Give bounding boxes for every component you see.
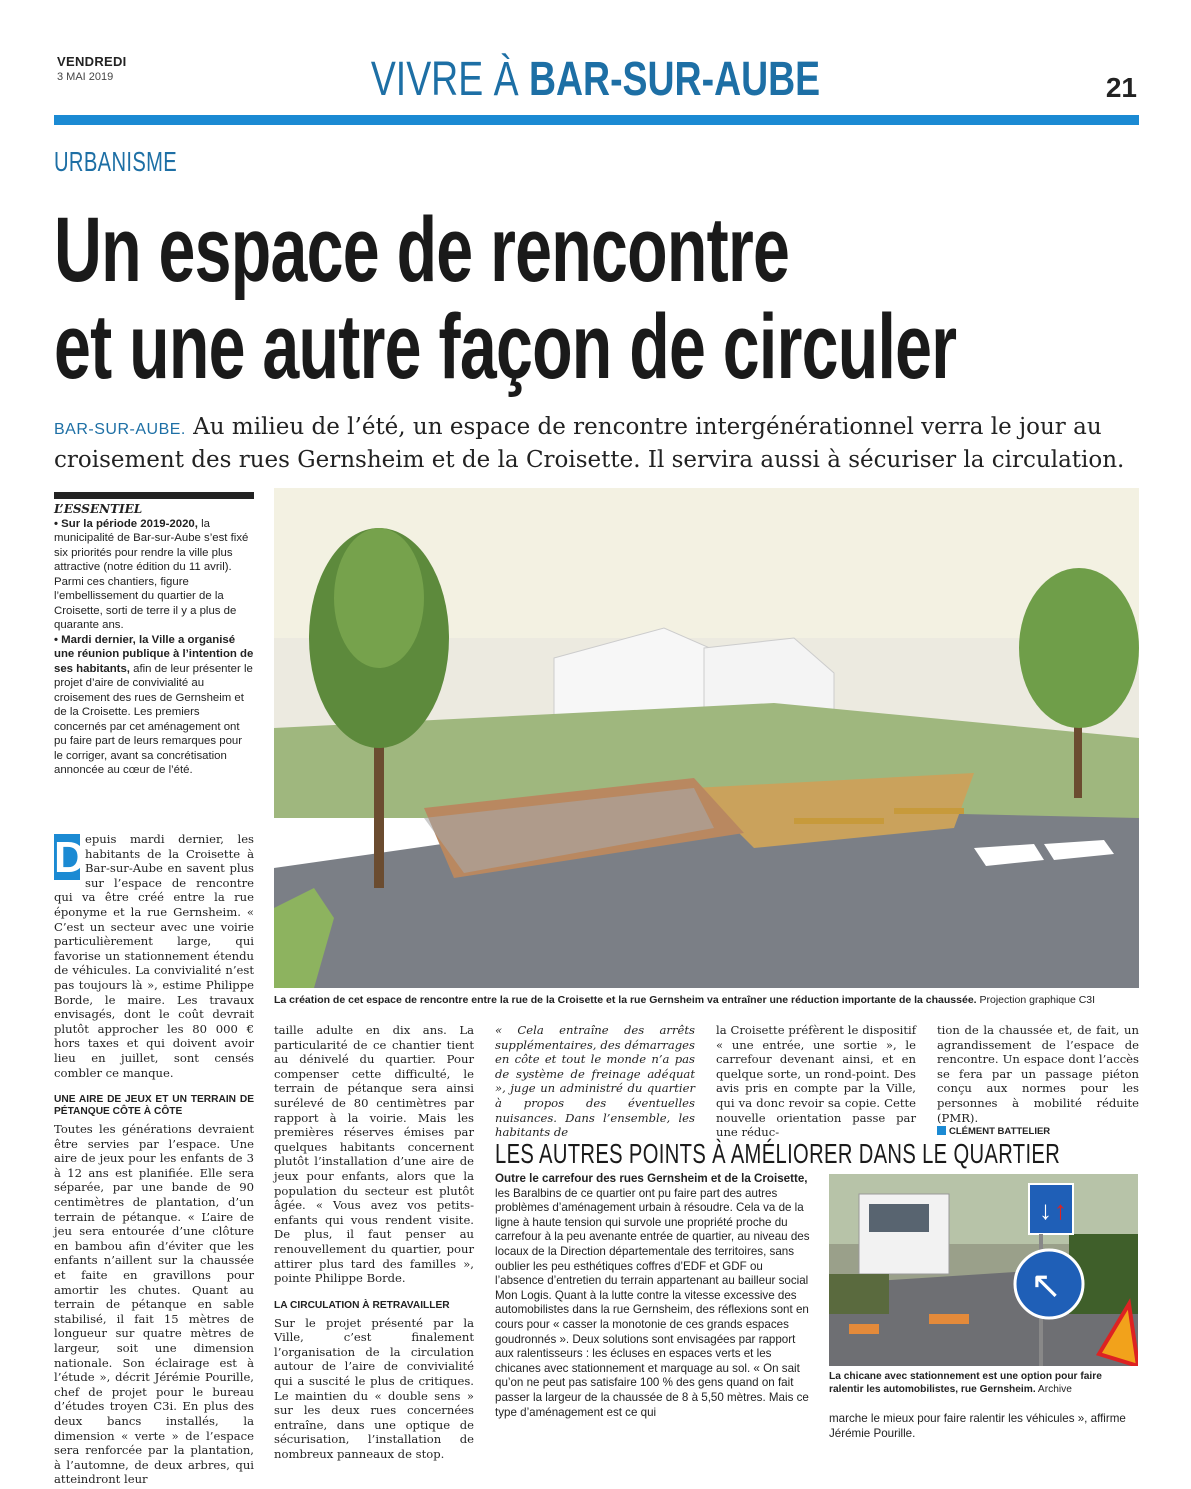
headline-line-2: et une autre façon de circuler: [54, 296, 957, 398]
svg-text:↓: ↓: [1039, 1195, 1052, 1225]
photo-credit: Projection graphique C3I: [976, 994, 1096, 1006]
column-5-paragraph-1: tion de la chaussée et, de fait, un agrandissement de l’espace de rencontre. Un espace dont l’accès se fera par un passage piéton conçu aux normes pour les personnes à mobilité réduite (PMR).: [937, 1023, 1139, 1125]
essentiel-title: L’ESSENTIEL: [54, 502, 143, 516]
photo-caption: [274, 994, 1139, 1006]
project-rendering-image: [274, 488, 1139, 988]
chicane-photo-svg: [829, 1174, 1138, 1366]
body-column-3: [495, 1023, 695, 1140]
column-4-paragraph-1: la Croisette préfèrent le dispositif « une entrée, une sortie », le carrefour devenant ainsi, et en quelque sorte, un rond-point. Des avis pris en compte par la Ville, qui va donc revoir sa copie. Cette nouvelle orientation passe par une réduc-: [716, 1023, 916, 1140]
box-photo-caption-text: La chicane avec stationnement est une option pour faire ralentir les automobilistes, rue Gernsheim.: [829, 1371, 1102, 1395]
box-lead: Outre le carrefour des rues Gernsheim et de la Croisette,: [495, 1172, 808, 1185]
header-rule: [54, 115, 1139, 125]
section-title: [131, 50, 1060, 110]
photo-caption-text: La création de cet espace de rencontre entre la rue de la Croisette et la rue Gernsheim va entraîner une réduction importante de la chaussée.: [274, 994, 977, 1006]
box-photo-credit: Archive: [1035, 1384, 1072, 1395]
body-column-1: [54, 832, 254, 1487]
chapo: [54, 412, 1139, 475]
svg-text:↖: ↖: [1030, 1265, 1062, 1307]
project-rendering-svg: [274, 488, 1139, 988]
column-2-paragraph-2: Sur le projet présenté par la Ville, c’est finalement l’organisation de la circulation autour de l’aire de convivialité qui a suscité le plus de critiques. Le maintien du « double sens » sur les deux rues concernées entraîne, dans une optique de sécurisation, l’installation de nombreux panneaux de stop.: [274, 1315, 474, 1462]
column-1-paragraph-2: Toutes les générations devraient être servies par l’espace. Une aire de jeux pour les enfants de 3 à 12 ans est planifiée. Elle sera séparée, par une bande de 90 centimètres de plantation, d’un terrain de pétanque. « L’aire de jeu sera entourée d’une clôture en bambou afin d’éviter que les enfants n’aillent sur la chaussée et faite en gravillons pour amortir les chutes. Quant au terrain de pétanque en sable stabilisé, il fait 15 mètres de longueur sur quatre mètres de largeur, soit une dimension nationale. Son éclairage est à l’étude », décrit Jérémie Pourille, chef de projet pour le bureau d’études troyen C3i. En plus des deux bancs installés, la dimension « verte » de l’espace sera renforcée par la plantation, à l’automne, de deux arbres, qui atteindront leur: [54, 1122, 254, 1487]
essentiel-box: [54, 502, 254, 778]
essentiel-item-1: [54, 517, 254, 633]
box-title: LES AUTRES POINTS À AMÉLIORER DANS LE QUARTIER: [495, 1138, 1061, 1169]
svg-text:↑: ↑: [1054, 1195, 1067, 1225]
headline-line-1: Un espace de rencontre: [54, 199, 790, 301]
dropcap: D: [54, 833, 86, 882]
body-column-4: [716, 1023, 916, 1140]
box-text-end: marche le mieux pour faire ralentir les véhicules », affirme Jérémie Pourille.: [829, 1412, 1126, 1440]
body-column-2: [274, 1023, 474, 1462]
column-2-paragraph-1: taille adulte en dix ans. La particularité de ce chantier tient au dénivelé du quartier. Pour compenser cette difficulté, le terrain de pétanque sera ainsi surélevé de 80 centimètres par rapport à la voirie. Mais les premières réserves émises par quelques habitants concernent plutôt l’installation d’une aire de jeux pour enfants, alors que la population du secteur est plutôt âgée. « Vous avez vos petits-enfants qui vous rendent visite. De plus, il faut penser au renouvellement du quartier, pour attirer plus tard des familles », pointe Philippe Borde.: [274, 1023, 474, 1286]
kicker: URBANISME: [54, 146, 178, 177]
section-prefix: VIVRE À: [370, 53, 529, 106]
essentiel-bar: [54, 492, 254, 499]
date-day: VENDREDI: [57, 54, 127, 69]
page-number: 21: [1105, 72, 1137, 103]
body-column-5: [937, 1023, 1139, 1140]
essentiel-item-2-bold: • Mardi dernier, la Ville a organisé une réunion publique à l’intention de ses habitants,: [54, 633, 254, 675]
essentiel-item-2: [54, 633, 254, 778]
essentiel-item-2-text: afin de leur présenter le projet d’aire de convivialité au croisement des rues de Gernsheim et de la Croisette. Les premiers concernés par cet aménagement ont pu faire part de leurs remarques pour le corriger, avant sa concrétisation annoncée au cœur de l’été.: [54, 662, 253, 776]
box-text: [495, 1172, 815, 1420]
chicane-photo: [829, 1174, 1138, 1366]
essentiel-item-1-bold: • Sur la période 2019-2020,: [54, 517, 198, 530]
box-body: les Baralbins de ce quartier ont pu faire part des autres problèmes d’aménagement urbain à résoudre. Cela va de la ligne à haute tension qui survole une propriété proche du carrefour à la peu avenante entrée de quartier, au niveau des locaux de la Direction départementale des territoires, sans oublier les peu esthétiques coffres d’EDF et GDF ou l’absence d’entretien du terrain appartenant au bailleur social Mon Logis. Quant à la lutte contre la vitesse excessive des automobilistes dans la rue Gernsheim, des réflexions sont en cours pour « casser la monotonie de ces grands espaces goudronnés ». Deux solutions sont envisagées par rapport aux ralentisseurs : les écluses en espaces verts et les chicanes avec stationnement et marquage au sol. « On sait qu’on ne peut pas satisfaire 100 % des gens quand on fait passer la largeur de la chaussée de 8 à 5,50 mètres. Mais ce type d’aménagement est ce qui: [495, 1186, 810, 1419]
publication-date: 3 MAI 2019: [57, 71, 114, 83]
subheading-circulation: LA CIRCULATION À RETRAVAILLER: [274, 1299, 450, 1311]
box-photo-caption: [829, 1370, 1138, 1396]
column-3-paragraph-1: « Cela entraîne des arrêts supplémentaires, des démarrages en côte et tout le monde n’a pas de système de freinage adéquat », juge un administré du quartier à propos des éventuelles nuisances. Dans l’ensemble, les habitants de: [495, 1023, 695, 1140]
author-signature: CLÉMENT BATTELIER: [937, 1125, 1139, 1140]
essentiel-item-1-text: la municipalité de Bar-sur-Aube s’est fixé six priorités pour rendre la ville plus attractive (notre édition du 11 avril). Parmi ces chantiers, figure l’embellissement du quartier de la Croisette, sorti de terre il y a plus de quarante ans.: [54, 517, 249, 631]
section-city: BAR-SUR-AUBE: [528, 53, 821, 106]
chapo-text: Au milieu de l’été, un espace de rencontre intergénérationnel verra le jour au croisement des rues Gernsheim et de la Croisette. Il servira aussi à sécuriser la circulation.: [54, 414, 1125, 473]
chapo-location: BAR-SUR-AUBE.: [54, 421, 186, 438]
column-1-paragraph-1: epuis mardi dernier, les habitants de la Croisette à Bar-sur-Aube en savent plus sur l’espace de rencontre qui va être créé entre la rue éponyme et la rue Gernsheim. « C’est un secteur avec une voirie particulièrement large, qui favorise un stationnement étendu de véhicules. La convivialité n’est pas toujours là », estime Philippe Borde, le maire. Les travaux envisagés, dont le coût devrait plutôt approcher les 80 000 € hors taxes et qui doivent avoir lieu en juillet, sont censés combler ce manque.: [54, 832, 254, 1080]
subheading-aire-de-jeux: UNE AIRE DE JEUX ET UN TERRAIN DE PÉTANQUE CÔTE À CÔTE: [54, 1094, 254, 1118]
